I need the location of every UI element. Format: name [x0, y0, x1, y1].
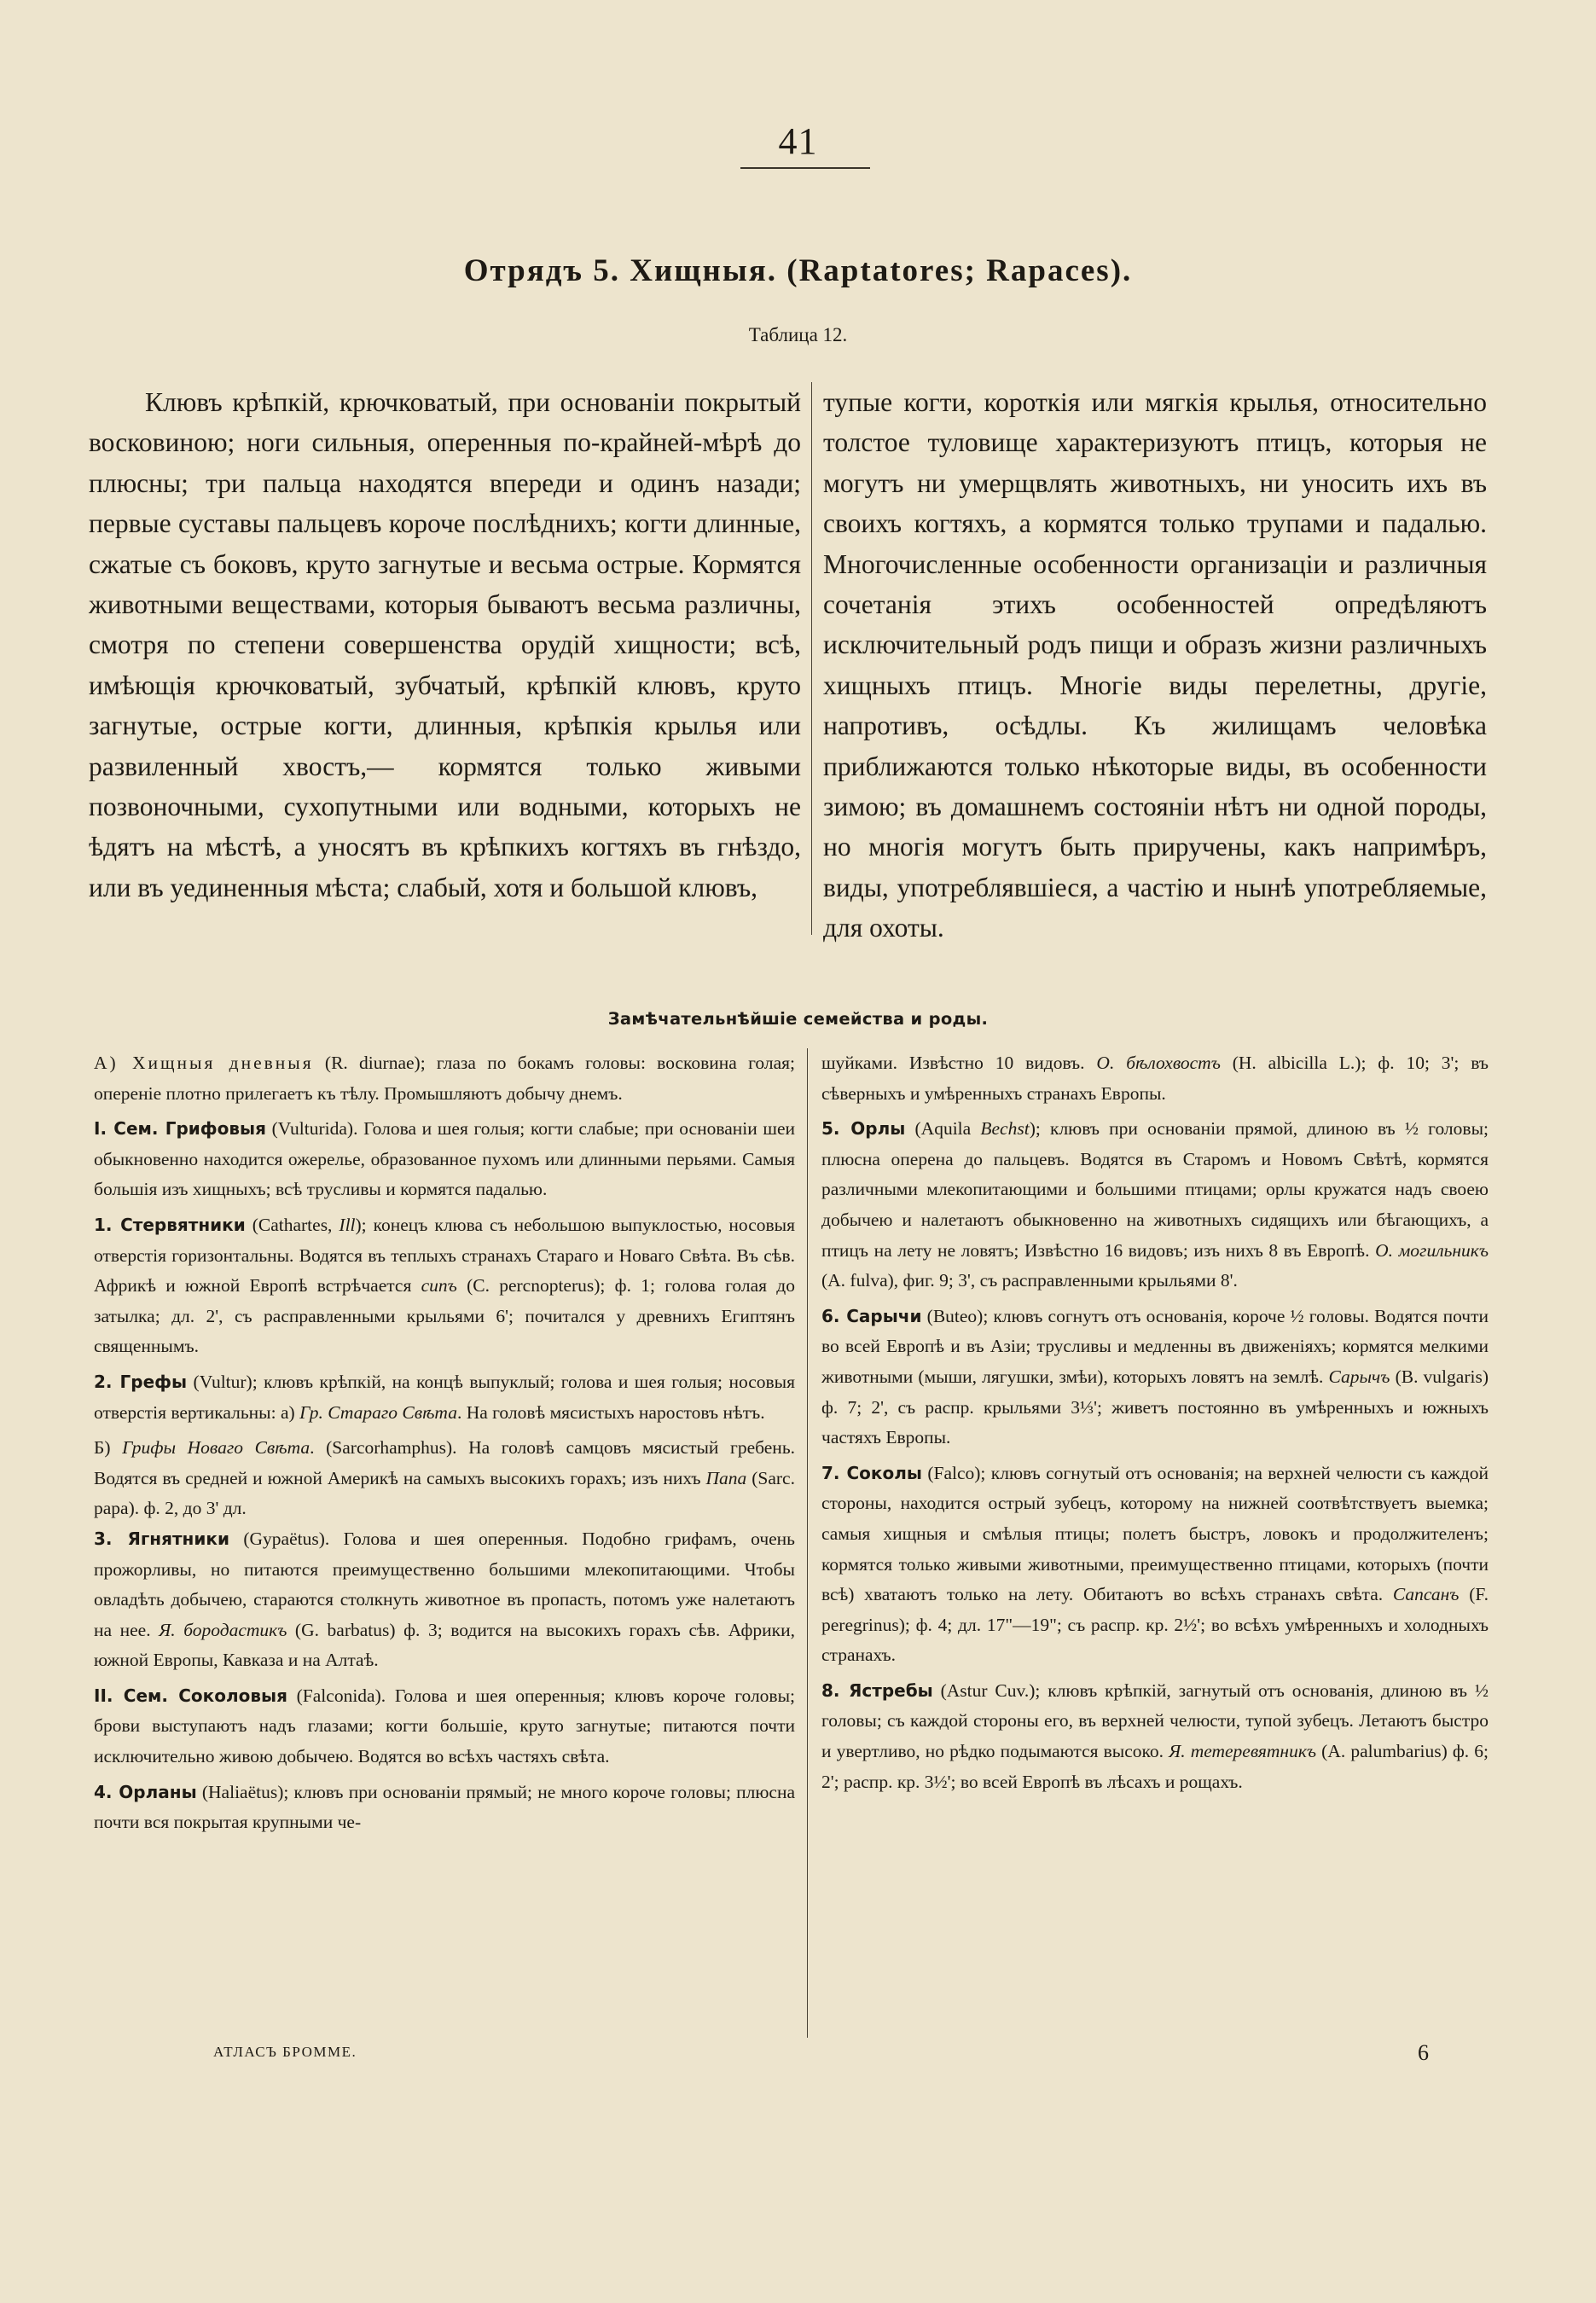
genus-1-text-2: ); конецъ клюва съ небольшою выпуклостью, носовыя отверстія горизонтальны. Водятся въ теплыхъ странахъ Стараго и Новаго Свѣта. Въ сѣв. Африкѣ и южной Европѣ встрѣчается — [94, 1214, 795, 1297]
genus-7-species: Сапсанъ — [1392, 1584, 1460, 1605]
family-1-heading: I. Сем. Грифовыя — [94, 1118, 266, 1140]
group-a-text: (R. diurnae); глаза по бокамъ головы: восковина голая; опереніе плотно прилегаетъ къ тѣлу. Промышляютъ добычу днемъ. — [94, 1053, 795, 1104]
group-b-text: . (Sarcorhamphus). На головѣ самцовъ мясистый гребень. Водятся въ средней и южной Америкѣ на самыхъ высокихъ горахъ; изъ нихъ — [94, 1437, 795, 1488]
group-a-heading: А) Хищныя дневныя — [94, 1053, 314, 1073]
genus-5-text-3: (A. fulva), фиг. 9; 3', съ расправленными крыльями 8'. — [821, 1270, 1238, 1291]
printer-signature: АТЛАСЪ БРОММЕ. — [213, 2044, 357, 2060]
genus-3-text-2: (G. barbatus) ф. 3; водится на высокихъ горахъ сѣв. Африки, южной Европы, Кавказа и на Алтаѣ. — [94, 1619, 795, 1671]
genus-6-species: Сарычъ — [1328, 1366, 1390, 1387]
section-title: Замѣчательнѣйшіе семейства и роды. — [607, 1009, 989, 1029]
genus-4-text: (Haliaëtus); клювъ при основаніи прямый; не много короче головы; плюсна почти вся покрытая крупными че- — [94, 1781, 796, 1833]
genus-1-author: Ill — [339, 1214, 356, 1235]
intro-right-column: тупые когти, короткія или мягкія крылья, относительно толстое туловище характеризуютъ птицъ, которыя не могутъ ни умерщвлять животныхъ, ни уносить ихъ въ своихъ когтяхъ, а кормятся только трупами и падалью. Многочисленные особенности организаціи и различныя сочетанія этихъ особенностей опредѣляютъ исключительный родъ пищи и образъ жизни различныхъ хищныхъ птицъ. Многіе виды перелетны, другіе, напротивъ, осѣдлы. Къ жилищамъ человѣка приближаются только нѣкоторые виды, въ особенности зимою; въ домашнемъ состояніи нѣтъ ни одной породы, но многія могутъ быть приручены, какъ напримѣръ, виды, употреблявшіеся, а частію и нынѣ употребляемые, для охоты. — [823, 387, 1487, 943]
genus-6-text-2: (B. vulgaris) ф. 7; 2', съ распр. крыльями 3⅓'; живетъ постоянно въ умѣренныхъ и южныхъ частяхъ Европы. — [821, 1366, 1489, 1448]
genus-3-heading: 3. Ягнятники — [94, 1528, 229, 1549]
genus-6-text: (Buteo); клювъ согнутъ отъ основанія, короче ½ головы. Водятся почти во всей Европѣ и въ Азіи; трусливы и медленны въ движеніяхъ; кормятся мелкими животными (мыши, лягушки, змѣи), которыхъ ловятъ на землѣ. — [821, 1305, 1489, 1387]
genus-4-species: О. бѣлохвостъ — [1096, 1053, 1221, 1073]
genus-8-text-2: (A. palumbarius) ф. 6; 2'; распр. кр. 3½'; во всей Европѣ въ лѣсахъ и рощахъ. — [821, 1741, 1489, 1792]
genus-7-heading: 7. Соколы — [821, 1462, 922, 1483]
genus-3-species: Я. бородастикъ — [159, 1619, 287, 1640]
plate-reference: Таблица 12. — [748, 324, 848, 345]
genus-2-subgroup: Гр. Стараго Свѣта — [299, 1401, 457, 1423]
genus-7-text: (Falco); клювъ согнутый отъ основанія; на верхней челюсти съ каждой стороны, находится острый зубецъ, которому на нижней соотвѣтствуетъ выемка; самыя хищныя и смѣлыя птицы; полетъ быстръ, ловокъ и продолжителенъ; кормятся только живыми животными, преимущественно птицами, которыхъ (почти всѣ) хватаютъ только на лету. Обитаютъ во всѣхъ странахъ свѣта. — [821, 1462, 1489, 1605]
body-right-column — [821, 1048, 1489, 1797]
genus-1-heading: 1. Стервятники — [94, 1214, 246, 1235]
family-2-heading: II. Сем. Соколовыя — [94, 1685, 287, 1706]
genus-1-species: сипъ — [421, 1275, 457, 1297]
genus-2-text: (Vultur); клювъ крѣпкій, на концѣ выпуклый; голова и шея голыя; носовыя отверстія вертикальны: а) — [94, 1371, 796, 1423]
genus-2-entry — [94, 1367, 795, 1428]
group-b-text-2: (Sarc. papa). ф. 2, до 3' дл. — [94, 1467, 795, 1519]
column-divider — [811, 382, 812, 935]
genus-1-text: (Cathartes, — [245, 1214, 340, 1235]
body-left-column — [94, 1048, 795, 1838]
column-divider-lower — [807, 1048, 808, 2038]
genus-4-cont-text-2: (H. albicilla L.); ф. 10; 3'; въ сѣверныхъ и умѣренныхъ странахъ Европы. — [821, 1053, 1489, 1104]
family-1-entry — [94, 1114, 795, 1205]
genus-5-text: (Aquila — [905, 1118, 981, 1140]
genus-4-heading: 4. Орланы — [94, 1781, 197, 1802]
family-2-text: (Falconida). Голова и шея оперенныя; клювъ короче головы; брови выступаютъ надъ глазами; когти большіе, круто загнутые; питаются почти исключительно живою добычею. Водятся во всѣхъ частяхъ свѣта. — [94, 1685, 795, 1767]
genus-3-text: (Gypaëtus). Голова и шея оперенныя. Подобно грифамъ, очень прожорливы, но питаются преимущественно большими млекопитающими. Чтобы овладѣть добычею, стараются столкнуть животное въ пропасть, потомъ уже налетаютъ на нее. — [94, 1528, 795, 1640]
group-b-label: Б) — [94, 1437, 123, 1459]
page-number: 41 — [778, 120, 818, 162]
genus-8-species: Я. тетеревятникъ — [1169, 1741, 1317, 1762]
genus-2-heading: 2. Грефы — [94, 1371, 188, 1392]
genus-4-continued — [821, 1048, 1489, 1109]
genus-5-text-2: ); клювъ при основаніи прямой, длиною въ ½ головы; плюсна оперена до пальцевъ. Водятся въ Старомъ и Новомъ Свѣтѣ, кормятся различными млекопитающими и большими птицами; орлы кружатся надъ своею добычею и налетаютъ обыкновенно на животныхъ сидящихъ или бѣгающихъ, а птицъ на лету не ловятъ; Извѣстно 16 видовъ; изъ нихъ 8 въ Европѣ. — [821, 1118, 1489, 1261]
family-2-entry — [94, 1681, 795, 1772]
genus-3-entry — [94, 1524, 795, 1676]
sheet-signature-number: 6 — [1418, 2040, 1429, 2065]
genus-7-entry — [821, 1459, 1489, 1671]
page-number-underline — [740, 167, 870, 169]
order-title: Отрядъ 5. Хищныя. (Raptatores; Rapaces). — [463, 253, 1133, 288]
group-a-entry — [94, 1048, 795, 1109]
genus-8-text: (Astur Cuv.); клювъ крѣпкій, загнутый отъ основанія, длиною въ ½ головы; съ каждой стороны его, въ верхней челюсти, тупой зубецъ. Летаютъ быстро и увертливо, но рѣдко подымаются высоко. — [821, 1679, 1489, 1762]
family-1-text: (Vulturida). Голова и шея голыя; когти слабые; при основаніи шеи обыкновенно находится ожерелье, образованное пухомъ или длинными перьями. Самыя большія изъ хищныхъ; всѣ трусливы и кормятся падалью. — [94, 1118, 795, 1200]
genus-5-heading: 5. Орлы — [821, 1118, 906, 1140]
genus-8-entry — [821, 1676, 1489, 1797]
genus-8-heading: 8. Ястребы — [821, 1679, 933, 1701]
genus-4-cont-text: шуйками. Извѣстно 10 видовъ. — [821, 1053, 1097, 1073]
genus-6-entry — [821, 1302, 1489, 1453]
genus-6-heading: 6. Сарычи — [821, 1305, 922, 1326]
genus-5-author: Bechst — [980, 1118, 1030, 1140]
genus-1-entry — [94, 1210, 795, 1362]
group-b-heading: Грифы Новаго Свѣта — [122, 1437, 310, 1459]
group-b-species: Папа — [705, 1467, 747, 1488]
genus-5-species: О. могильникъ — [1375, 1239, 1489, 1261]
group-b-entry — [94, 1433, 795, 1524]
genus-1-text-3: (C. percnopterus); ф. 1; голова голая до затылка; дл. 2', съ расправленными крыльями 6'; почитался у древнихъ Египтянъ священнымъ. — [94, 1275, 795, 1357]
intro-left-column: Клювъ крѣпкій, крючковатый, при основаніи покрытый восковиною; ноги сильныя, оперенныя по-крайней-мѣрѣ до плюсны; три пальца находятся впереди и одинъ назади; первые суставы пальцевъ короче послѣднихъ; когти длинные, сжатые съ боковъ, круто загнутые и весьма острые. Кормятся животными веществами, которыя бываютъ весьма различны, смотря по степени совершенства орудій хищности; всѣ, имѣющія крючковатый, зубчатый, крѣпкій клювъ, круто загнутые, острые когти, длинныя, крѣпкія крылья или развиленный хвостъ,— кормятся только живыми позвоночными, сухопутными или водными, которыхъ не ѣдятъ на мѣстѣ, а уносятъ въ крѣпкихъ когтяхъ въ гнѣздо, или въ уединенныя мѣста; слабый, хотя и большой клювъ, — [89, 387, 801, 902]
genus-5-entry — [821, 1114, 1489, 1297]
genus-2-text-2: . На головѣ мясистыхъ наростовъ нѣтъ. — [456, 1401, 765, 1423]
genus-4-entry — [94, 1778, 795, 1838]
genus-7-text-2: (F. peregrinus); ф. 4; дл. 17"—19"; съ распр. кр. 2½'; во всѣхъ умѣренныхъ и холодныхъ странахъ. — [821, 1584, 1489, 1666]
